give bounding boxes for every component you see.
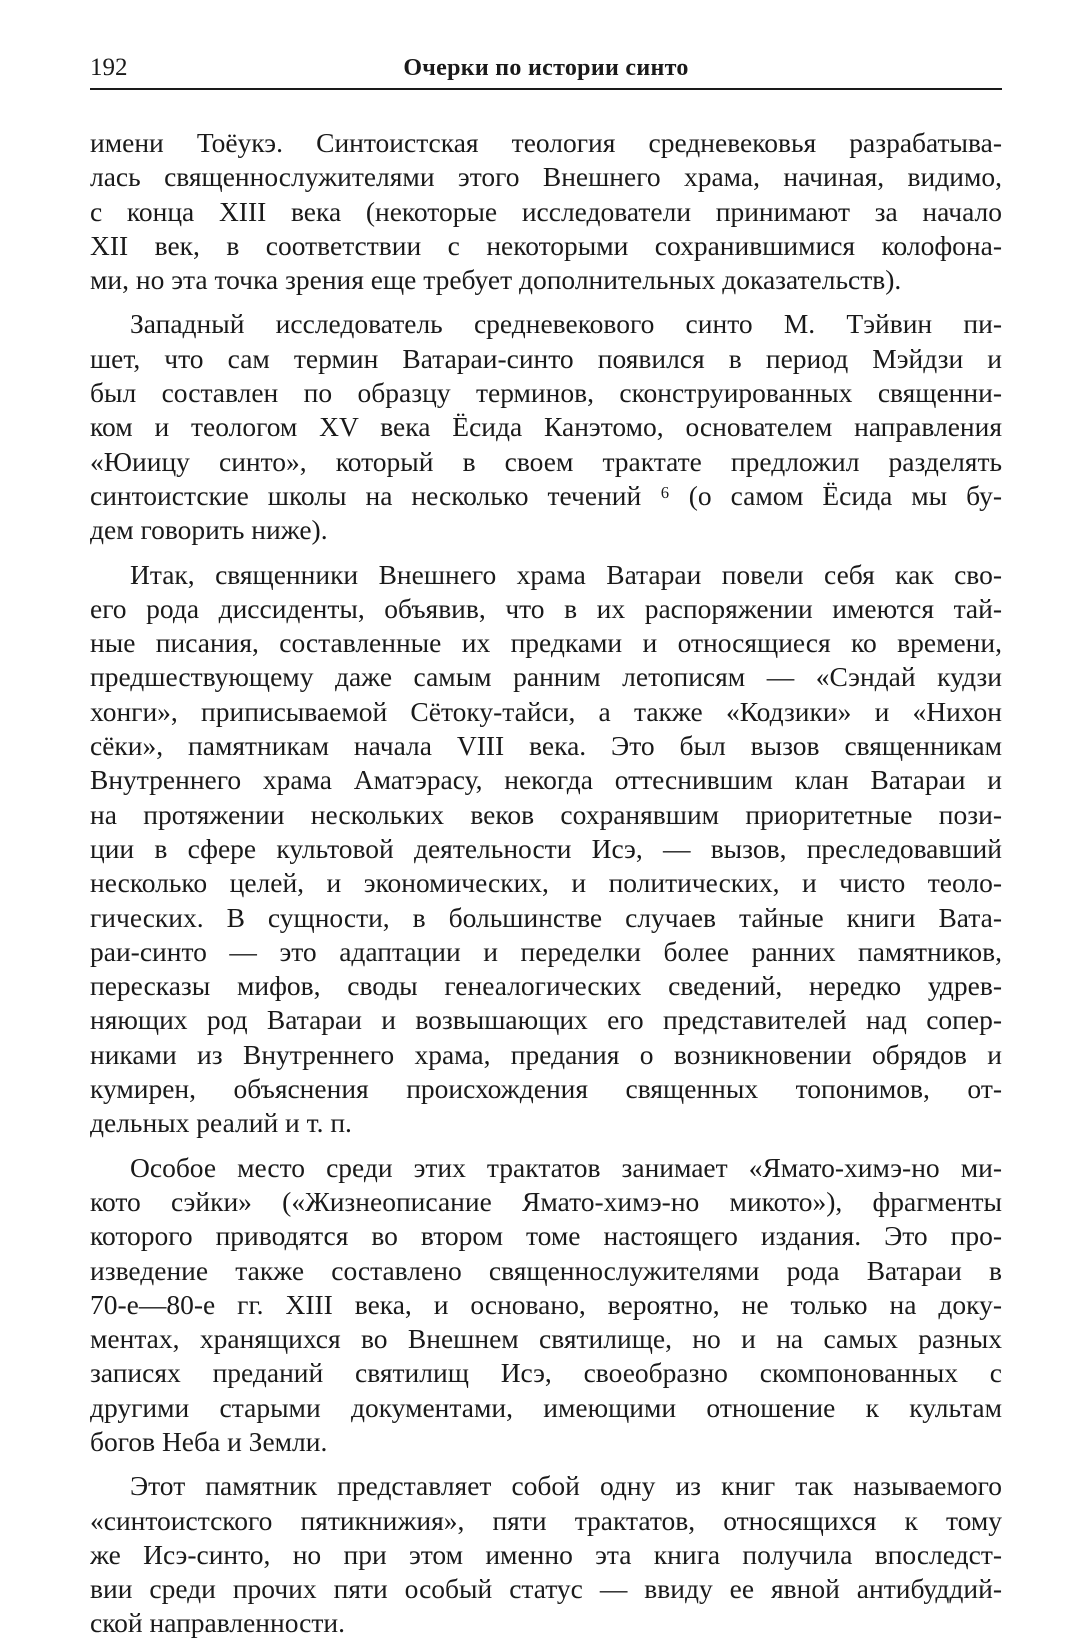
text-line: ции в сфере культовой деятельности Исэ, — вызов, преследовавший [90, 832, 1002, 864]
running-header [90, 52, 1002, 90]
text-line: ные писания, составленные их предками и относящиеся ко времени, [90, 627, 1002, 659]
text-line: сёки», памятникам начала VIII века. Это был вызов священникам [90, 730, 1002, 762]
text-line: раи-синто — это адаптации и переделки более ранних памятников, [90, 935, 1002, 967]
text-line: ми, но эта точка зрения еще требует дополнительных доказательств). [90, 264, 902, 296]
text-line: гических. В сущности, в большинстве случаев тайные книги Вата- [90, 901, 1002, 933]
text-line: Итак, священники Внешнего храма Ватараи повели себя как сво- [130, 558, 1002, 590]
paragraph [90, 558, 1002, 1141]
text-line: с конца XIII века (некоторые исследователи принимают за начало [90, 195, 1002, 227]
text-line: «Юиицу синто», который в своем трактате предложил разделять [90, 445, 1002, 477]
book-page [90, 52, 1002, 1641]
text-line: 70-е—80-е гг. XIII века, и основано, вероятно, не только на доку- [90, 1288, 1002, 1320]
text-line: богов Неба и Земли. [90, 1425, 328, 1457]
text-line: никами из Внутреннего храма, предания о возникновении обрядов и [90, 1038, 1002, 1070]
text-line: записях преданий святилищ Исэ, своеобразно скомпонованных с [90, 1357, 1002, 1389]
text-line: его рода диссиденты, объявив, что в их распоряжении имеются тай- [90, 592, 1002, 624]
text-line: ской направленности. [90, 1607, 345, 1639]
text-line: дем говорить ниже). [90, 514, 328, 546]
text-line: «синтоистского пятикнижия», пяти трактатов, относящихся к тому [90, 1504, 1002, 1536]
text-line: был составлен по образцу терминов, сконструированных священни- [90, 377, 1002, 409]
text-line: XII век, в соответствии с некоторыми сохранившимися колофона- [90, 229, 1002, 261]
text-line: шет, что сам термин Ватараи-синто появился в период Мэйдзи и [90, 342, 1002, 374]
text-line: ком и теологом XV века Ёсида Канэтомо, основателем направления [90, 411, 1002, 443]
paragraph [90, 1469, 1002, 1640]
text-line: пересказы мифов, своды генеалогических сведений, нередко удрев- [90, 970, 1002, 1002]
text-line: синтоистские школы на несколько течений ⁶ (о самом Ёсида мы бу- [90, 479, 1002, 511]
text-line: несколько целей, и экономических, и политических, и чисто теоло- [90, 867, 1002, 899]
text-line: хонги», приписываемой Сётоку-тайси, а также «Кодзики» и «Нихон [90, 695, 1002, 727]
paragraph [90, 307, 1002, 547]
paragraph [90, 1151, 1002, 1460]
text-line: же Исэ-синто, но при этом именно эта книга получила впоследст- [90, 1538, 1002, 1570]
text-line: имени Тоёукэ. Синтоистская теология средневековья разрабатыва- [90, 127, 1002, 158]
text-line: дельных реалий и т. п. [90, 1107, 352, 1139]
paragraph [90, 126, 1002, 297]
text-line: ментах, хранящихся во Внешнем святилище, но и на самых разных [90, 1323, 1002, 1355]
body-text [90, 126, 1002, 1641]
text-line: няющих род Ватараи и возвышающих его представителей над сопер- [90, 1004, 1002, 1036]
text-line: изведение также составлено священнослужителями рода Ватараи в [90, 1254, 1002, 1286]
page-number: 192 [90, 54, 128, 81]
text-line: на протяжении нескольких веков сохранявшим приоритетные пози- [90, 798, 1002, 830]
text-line: Этот памятник представляет собой одну из книг так называемого [130, 1470, 1002, 1502]
running-title: Очерки по истории синто [403, 55, 689, 81]
text-line: кото сэйки» («Жизнеописание Ямато-химэ-но микото»), фрагменты [90, 1185, 1002, 1217]
text-line: которого приводятся во втором томе настоящего издания. Это про- [90, 1220, 1002, 1252]
text-line: предшествующему даже самым ранним летописям — «Сэндай кудзи [90, 661, 1002, 693]
text-line: лась священнослужителями этого Внешнего храма, начиная, видимо, [90, 161, 1002, 193]
text-line: другими старыми документами, имеющими отношение к культам [90, 1391, 1002, 1423]
text-line: вии среди прочих пяти особый статус — ввиду ее явной антибуддий- [90, 1573, 1002, 1605]
text-line: Особое место среди этих трактатов занимает «Ямато-химэ-но ми- [130, 1151, 1002, 1183]
text-line: Западный исследователь средневекового синто М. Тэйвин пи- [130, 308, 1002, 340]
text-line: Внутреннего храма Аматэрасу, некогда оттеснившим клан Ватараи и [90, 764, 1002, 796]
text-line: кумирен, объяснения происхождения священных топонимов, от- [90, 1073, 1002, 1105]
